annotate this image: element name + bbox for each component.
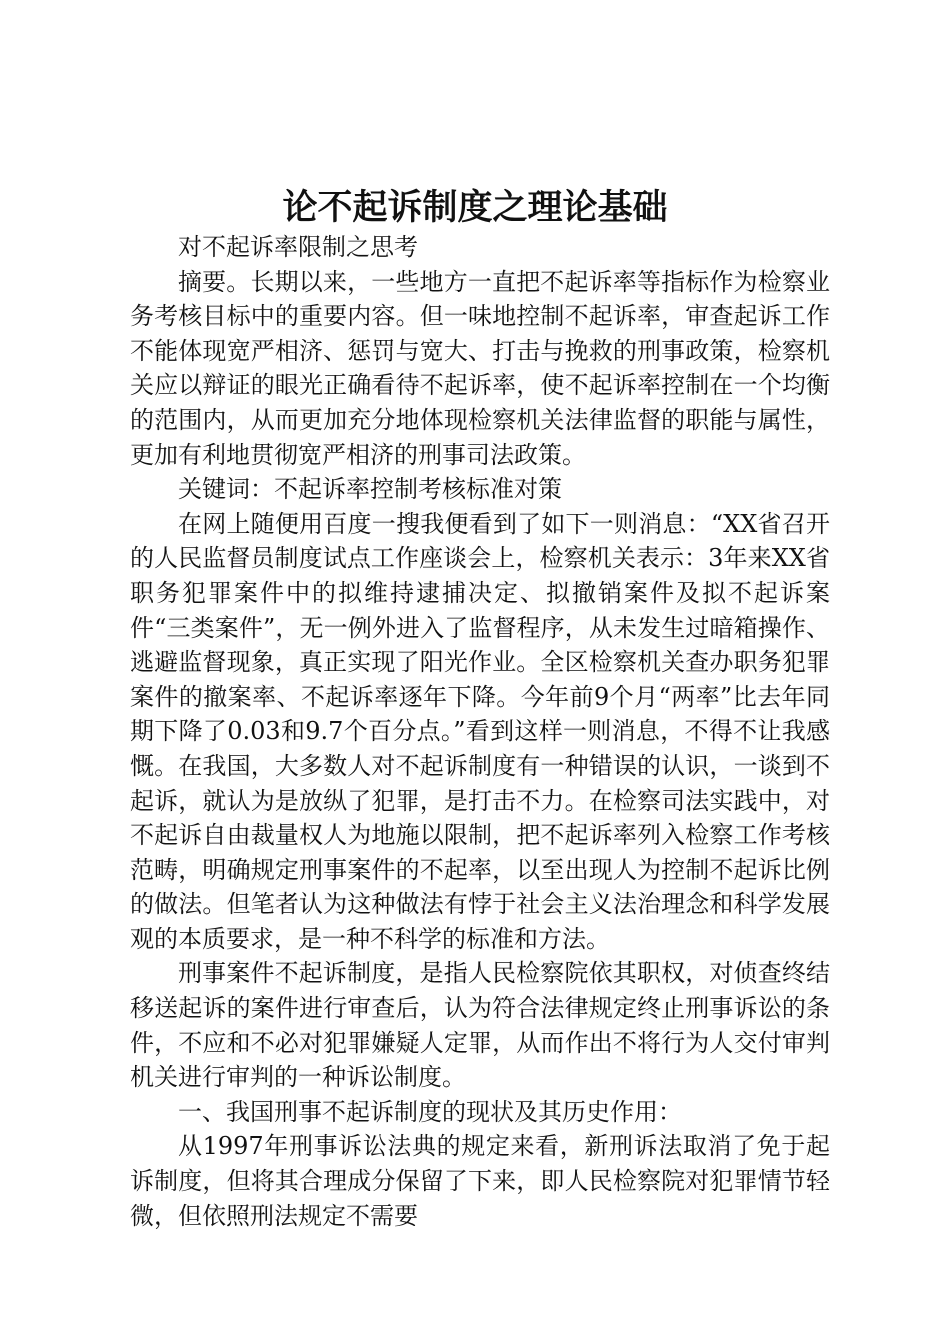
body-paragraph: 在网上随便用百度一搜我便看到了如下一则消息：“XX省召开的人民监督员制度试点工作座谈会上，检察机关表示：3年来XX省职务犯罪案件中的拟维持逮捕决定、拟撤销案件及拟不起诉案件“三类案件”，无一例外进入了监督程序，从未发生过暗箱操作、逃避监督现象，真正实现了阳光作业。全区检察机关查办职务犯罪案件的撤案率、不起诉率逐年下降。今年前9个月“两率”比去年同期下降了0.03和9.7个百分点。”看到这样一则消息，不得不让我感慨。在我国，大多数人对不起诉制度有一种错误的认识，一谈到不起诉，就认为是放纵了犯罪，是打击不力。在检察司法实践中，对不起诉自由裁量权人为地施以限制，把不起诉率列入检察工作考核范畴，明确规定刑事案件的不起率，以至出现人为控制不起诉比例的做法。但笔者认为这种做法有悖于社会主义法治理念和科学发展观的本质要求，是一种不科学的标准和方法。 [130,509,830,953]
section-heading: 一、我国刑事不起诉制度的现状及其历史作用： [178,1097,682,1126]
document-body [130,230,830,1233]
body-paragraph: 从1997年刑事诉讼法典的规定来看，新刑诉法取消了免于起诉制度，但将其合理成分保留了下来，即人民检察院对犯罪情节轻微，但依照刑法规定不需要 [130,1132,830,1230]
body-paragraph: 刑事案件不起诉制度，是指人民检察院依其职权，对侦查终结移送起诉的案件进行审查后，认为符合法律规定终止刑事诉讼的条件，不应和不必对犯罪嫌疑人定罪，从而作出不将行为人交付审判机关进行审判的一种诉讼制度。 [130,959,830,1092]
subtitle-paragraph: 对不起诉率限制之思考 [178,233,418,261]
keywords-paragraph: 关键词：不起诉率控制考核标准对策 [178,475,562,504]
abstract-paragraph: 摘要。长期以来，一些地方一直把不起诉率等指标作为检察业务考核目标中的重要内容。但一味地控制不起诉率，审查起诉工作不能体现宽严相济、惩罚与宽大、打击与挽救的刑事政策，检察机关应以辩证的眼光正确看待不起诉率，使不起诉率控制在一个均衡的范围内，从而更加充分地体现检察机关法律监督的职能与属性，更加有利地贯彻宽严相济的刑事司法政策。 [130,267,830,469]
document-title: 论不起诉制度之理论基础 [282,187,668,228]
